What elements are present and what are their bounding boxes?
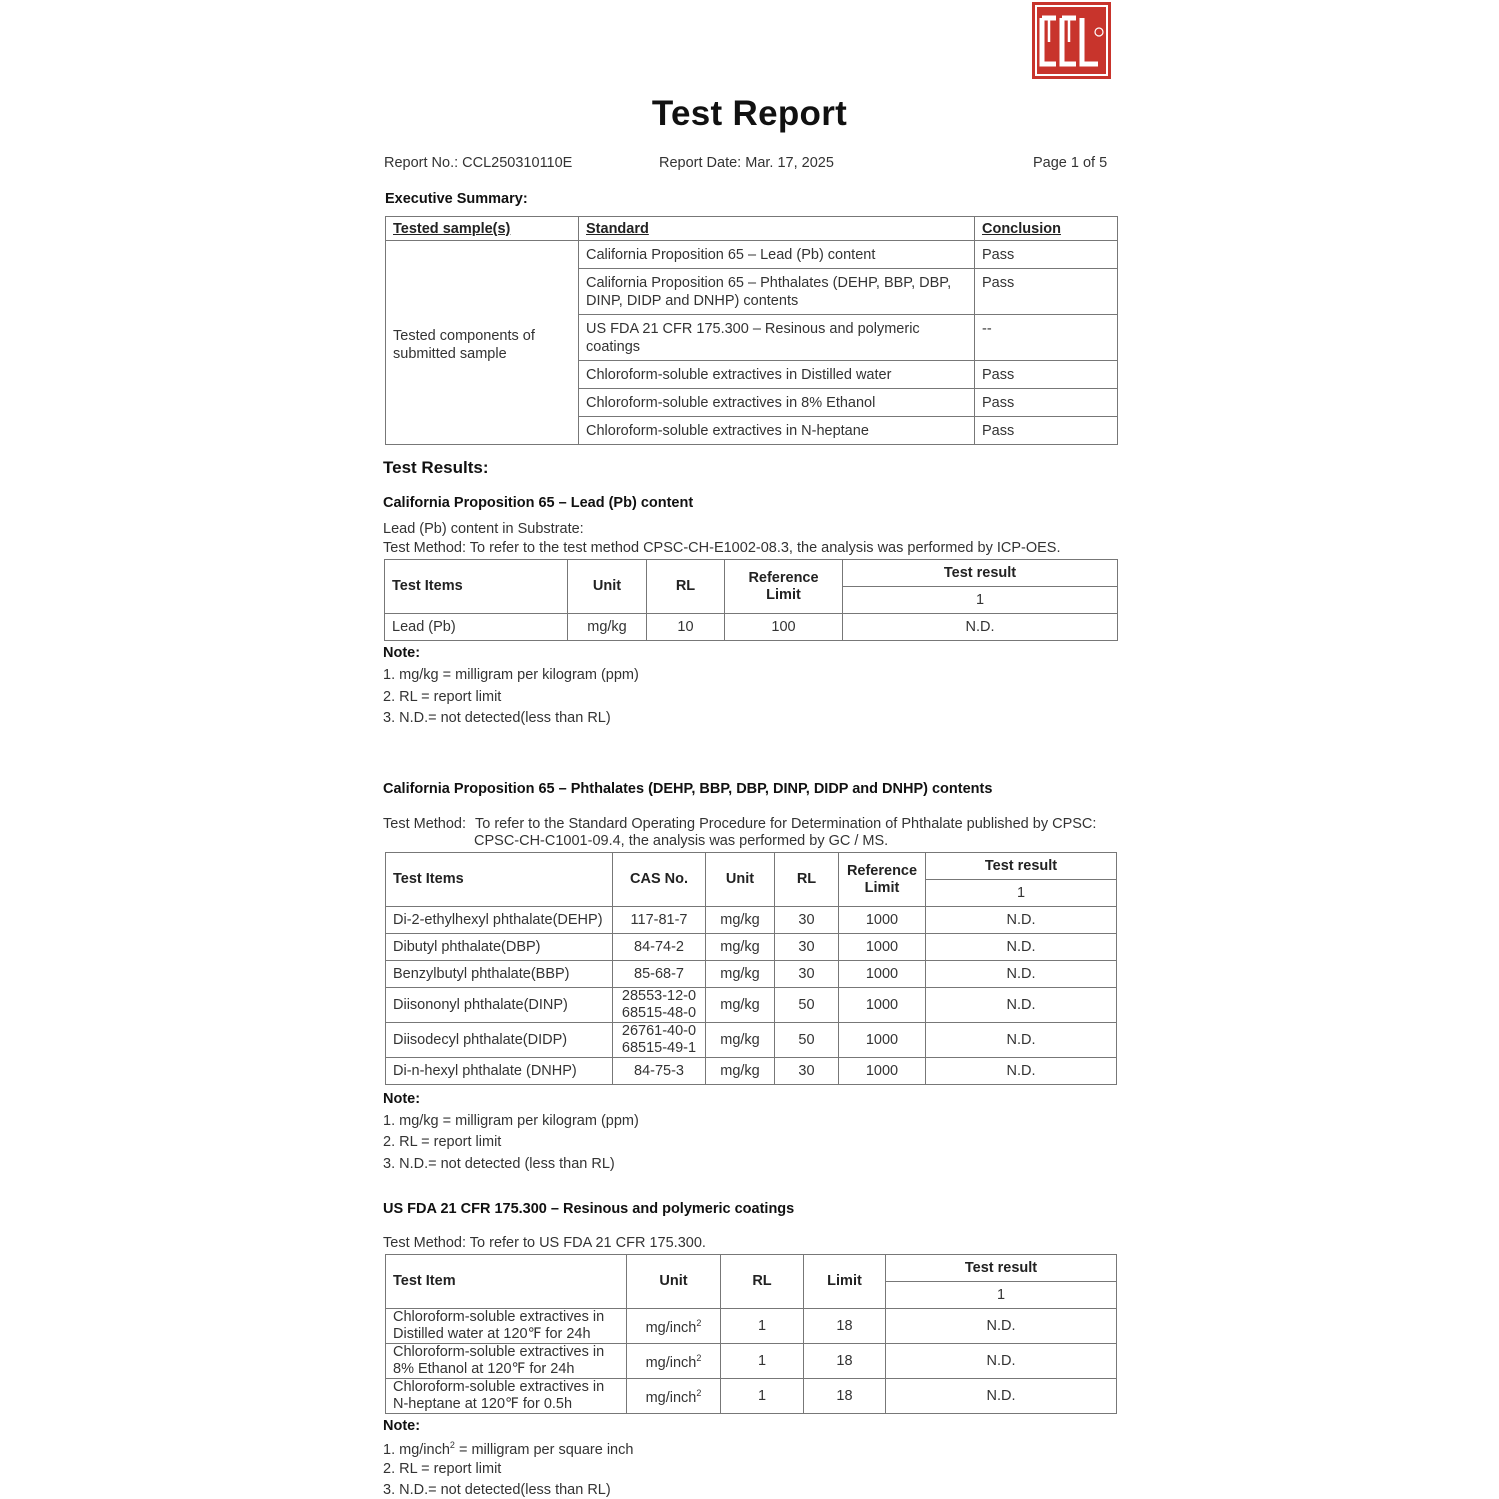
- item-cell: Di-n-hexyl phthalate (DNHP): [386, 1058, 613, 1085]
- standard-cell: Chloroform-soluble extractives in 8% Ethanol: [579, 389, 975, 417]
- rl-cell: 10: [647, 614, 725, 641]
- item-line: Chloroform-soluble extractives in: [393, 1309, 605, 1325]
- limit-cell: 1000: [839, 961, 926, 988]
- cas-cell: [613, 988, 706, 1023]
- sample-number: 1: [926, 880, 1117, 907]
- rl-cell: 30: [775, 934, 839, 961]
- table-row: [386, 1023, 1117, 1058]
- fda-results-table: [385, 1254, 1117, 1414]
- tested-sample-cell: Tested components of submitted sample: [386, 241, 579, 445]
- note-item: 3. N.D.= not detected (less than RL): [383, 1156, 615, 1172]
- rl-cell: 30: [775, 1058, 839, 1085]
- sample-number: 1: [843, 587, 1118, 614]
- result-cell: N.D.: [926, 988, 1117, 1023]
- phthalates-method-line1: To refer to the Standard Operating Procedure for Determination of Phthalate published by CPSC:: [475, 816, 1097, 832]
- rl-cell: 1: [721, 1309, 804, 1344]
- unit-text: mg/inch: [645, 1319, 697, 1336]
- rl-cell: 30: [775, 907, 839, 934]
- cas-cell: 84-75-3: [613, 1058, 706, 1085]
- column-header: Standard: [579, 217, 975, 241]
- column-header: CAS No.: [613, 853, 706, 907]
- unit-text: mg/inch: [645, 1354, 697, 1371]
- lead-results-table: [384, 559, 1118, 641]
- note-title: Note:: [383, 645, 421, 661]
- unit-cell: mg/kg: [706, 934, 775, 961]
- standard-cell: US FDA 21 CFR 175.300 – Resinous and polymeric coatings: [579, 315, 975, 361]
- limit-cell: 1000: [839, 907, 926, 934]
- table-row: [386, 1058, 1117, 1085]
- unit-cell: mg/kg: [706, 1023, 775, 1058]
- cas-number: 28553-12-0: [621, 988, 697, 1004]
- column-header: Test result: [843, 560, 1118, 587]
- limit-cell: 18: [804, 1309, 886, 1344]
- lead-test-method: Test Method: To refer to the test method CPSC-CH-E1002-08.3, the analysis was performed by ICP-OES.: [383, 540, 1061, 556]
- unit-superscript: 2: [696, 1388, 702, 1399]
- column-header: Tested sample(s): [386, 217, 579, 241]
- result-cell: N.D.: [843, 614, 1118, 641]
- executive-summary-heading: Executive Summary:: [385, 191, 528, 207]
- fda-test-method: Test Method: To refer to US FDA 21 CFR 175.300.: [383, 1235, 706, 1251]
- note-item: 2. RL = report limit: [383, 689, 502, 705]
- unit-cell: [627, 1379, 721, 1414]
- item-cell: Dibutyl phthalate(DBP): [386, 934, 613, 961]
- phthalates-section-title: California Proposition 65 – Phthalates (DEHP, BBP, DBP, DINP, DIDP and DNHP) contents: [383, 781, 993, 797]
- column-header: Test result: [886, 1255, 1117, 1282]
- fda-section-title: US FDA 21 CFR 175.300 – Resinous and polymeric coatings: [383, 1201, 795, 1217]
- item-cell: [386, 1344, 627, 1379]
- conclusion-cell: --: [975, 315, 1118, 361]
- report-number: Report No.: CCL250310110E: [384, 155, 573, 171]
- phthalates-method-label: Test Method:: [383, 816, 467, 832]
- table-row: [386, 988, 1117, 1023]
- rl-cell: 30: [775, 961, 839, 988]
- rl-cell: 1: [721, 1344, 804, 1379]
- column-header: Test result: [926, 853, 1117, 880]
- item-cell: Diisononyl phthalate(DINP): [386, 988, 613, 1023]
- standard-cell: California Proposition 65 – Lead (Pb) content: [579, 241, 975, 269]
- note-title: Note:: [383, 1418, 421, 1434]
- item-cell: [386, 1379, 627, 1414]
- phthalates-results-table: [385, 852, 1117, 1085]
- summary-header-row: [386, 217, 1118, 241]
- conclusion-cell: Pass: [975, 241, 1118, 269]
- rl-cell: 50: [775, 1023, 839, 1058]
- unit-cell: [627, 1344, 721, 1379]
- page-number: Page 1 of 5: [1033, 155, 1108, 171]
- column-header: Test Items: [386, 853, 613, 907]
- result-cell: N.D.: [926, 1023, 1117, 1058]
- limit-cell: 1000: [839, 1023, 926, 1058]
- conclusion-cell: Pass: [975, 361, 1118, 389]
- standard-cell: Chloroform-soluble extractives in N-heptane: [579, 417, 975, 445]
- table-row: [386, 1379, 1117, 1414]
- report-date: Report Date: Mar. 17, 2025: [659, 155, 834, 171]
- limit-cell: 100: [725, 614, 843, 641]
- result-cell: N.D.: [926, 961, 1117, 988]
- table-row: [385, 614, 1118, 641]
- cas-number: 68515-48-0: [621, 1005, 697, 1021]
- note-item: 2. RL = report limit: [383, 1134, 502, 1150]
- table-row: [386, 1344, 1117, 1379]
- limit-cell: 18: [804, 1379, 886, 1414]
- unit-cell: mg/kg: [706, 1058, 775, 1085]
- cas-number: 26761-40-0: [621, 1023, 697, 1039]
- unit-cell: mg/kg: [706, 988, 775, 1023]
- limit-cell: 18: [804, 1344, 886, 1379]
- column-header: Unit: [706, 853, 775, 907]
- note-item: 1. mg/kg = milligram per kilogram (ppm): [383, 667, 639, 683]
- page-title: Test Report: [651, 94, 848, 133]
- cas-cell: [613, 1023, 706, 1058]
- result-cell: N.D.: [926, 907, 1117, 934]
- table-header-row: [385, 560, 1118, 587]
- limit-cell: 1000: [839, 934, 926, 961]
- item-line: Chloroform-soluble extractives in: [393, 1344, 605, 1360]
- summary-table: [385, 216, 1118, 445]
- column-header: RL: [647, 560, 725, 614]
- column-header: Reference Limit: [839, 853, 926, 907]
- unit-text: mg/inch: [645, 1389, 697, 1406]
- phthalates-method-line2: CPSC-CH-C1001-09.4, the analysis was performed by GC / MS.: [474, 833, 889, 849]
- standard-cell: California Proposition 65 – Phthalates (DEHP, BBP, DBP, DINP, DIDP and DNHP) contents: [579, 269, 975, 315]
- standard-cell: Chloroform-soluble extractives in Distilled water: [579, 361, 975, 389]
- limit-cell: 1000: [839, 988, 926, 1023]
- table-header-row: [386, 853, 1117, 880]
- note-item: 3. N.D.= not detected(less than RL): [383, 1482, 611, 1498]
- sample-number: 1: [886, 1282, 1117, 1309]
- result-cell: N.D.: [926, 934, 1117, 961]
- note-item: 2. RL = report limit: [383, 1461, 502, 1477]
- column-header: Test Item: [386, 1255, 627, 1309]
- item-line: Chloroform-soluble extractives in: [393, 1379, 605, 1395]
- cas-cell: 117-81-7: [613, 907, 706, 934]
- note-item: [383, 1440, 633, 1458]
- table-row: [386, 961, 1117, 988]
- limit-cell: 1000: [839, 1058, 926, 1085]
- lead-section-title: California Proposition 65 – Lead (Pb) content: [383, 495, 694, 511]
- note-item: 3. N.D.= not detected(less than RL): [383, 710, 611, 726]
- cas-cell: 84-74-2: [613, 934, 706, 961]
- unit-cell: [627, 1309, 721, 1344]
- column-header: Conclusion: [975, 217, 1118, 241]
- ccl-logo: [1032, 2, 1111, 79]
- column-header: Reference Limit: [725, 560, 843, 614]
- column-header: RL: [775, 853, 839, 907]
- conclusion-cell: Pass: [975, 417, 1118, 445]
- note-title: Note:: [383, 1091, 421, 1107]
- item-cell: Di-2-ethylhexyl phthalate(DEHP): [386, 907, 613, 934]
- item-line: Distilled water at 120℉ for 24h: [393, 1326, 591, 1342]
- table-row: [386, 907, 1117, 934]
- column-header: Unit: [568, 560, 647, 614]
- cas-number: 68515-49-1: [621, 1040, 697, 1056]
- note-text: = milligram per square inch: [454, 1441, 634, 1458]
- table-row: [386, 934, 1117, 961]
- table-header-row: [386, 1255, 1117, 1282]
- result-cell: N.D.: [926, 1058, 1117, 1085]
- unit-superscript: 2: [696, 1353, 702, 1364]
- result-cell: N.D.: [886, 1344, 1117, 1379]
- test-results-heading: Test Results:: [383, 458, 489, 477]
- note-superscript: 2: [449, 1440, 455, 1450]
- ccl-logo-icon: [1032, 2, 1111, 79]
- lead-substrate-line: Lead (Pb) content in Substrate:: [383, 521, 584, 537]
- rl-cell: 1: [721, 1379, 804, 1414]
- column-header: Test Items: [385, 560, 568, 614]
- table-row: [386, 241, 1118, 269]
- column-header: RL: [721, 1255, 804, 1309]
- rl-cell: 50: [775, 988, 839, 1023]
- table-row: [386, 1309, 1117, 1344]
- result-cell: N.D.: [886, 1309, 1117, 1344]
- item-cell: [386, 1309, 627, 1344]
- item-line: 8% Ethanol at 120℉ for 24h: [393, 1361, 575, 1377]
- unit-superscript: 2: [696, 1318, 702, 1329]
- column-header: Unit: [627, 1255, 721, 1309]
- item-cell: Benzylbutyl phthalate(BBP): [386, 961, 613, 988]
- unit-cell: mg/kg: [706, 907, 775, 934]
- unit-cell: mg/kg: [568, 614, 647, 641]
- note-text: 1. mg/inch: [383, 1441, 450, 1458]
- note-item: 1. mg/kg = milligram per kilogram (ppm): [383, 1113, 639, 1129]
- conclusion-cell: Pass: [975, 389, 1118, 417]
- conclusion-cell: Pass: [975, 269, 1118, 315]
- result-cell: N.D.: [886, 1379, 1117, 1414]
- column-header: Limit: [804, 1255, 886, 1309]
- item-cell: Lead (Pb): [385, 614, 568, 641]
- unit-cell: mg/kg: [706, 961, 775, 988]
- item-cell: Diisodecyl phthalate(DIDP): [386, 1023, 613, 1058]
- cas-cell: 85-68-7: [613, 961, 706, 988]
- item-line: N-heptane at 120℉ for 0.5h: [393, 1396, 573, 1412]
